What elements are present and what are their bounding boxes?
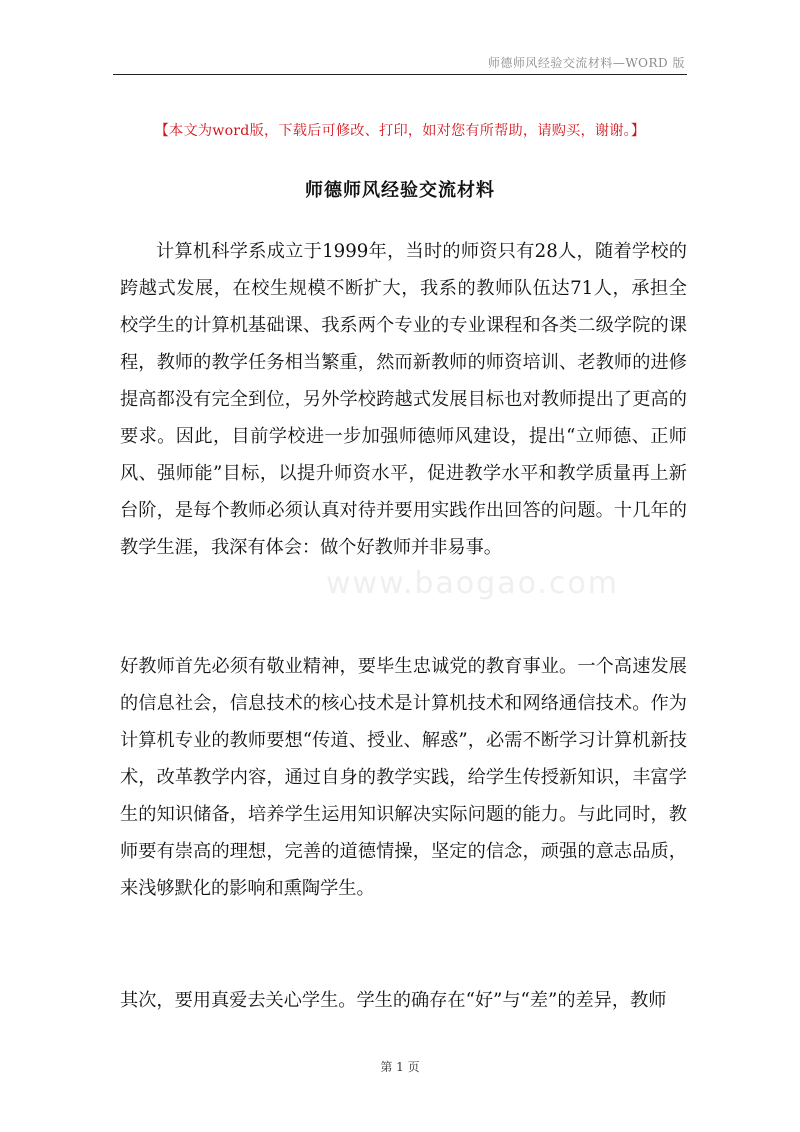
- header-divider: [113, 74, 687, 75]
- page-number: 第 1 页: [380, 1060, 420, 1074]
- body-paragraph-2: 好教师首先必须有敬业精神，要毕生忠诚党的教育事业。一个高速发展的信息社会，信息技术的核心技术是计算机技术和网络通信技术。作为计算机专业的教师要想“传道、授业、解惑”，必需不断学习计算机新技术，改革教学内容，通过自身的教学实践，给学生传授新知识，丰富学生的知识储备，培养学生运用知识解决实际问题的能力。与此同时，教师要有崇高的理想，完善的道德情操，坚定的信念，顽强的意志品质，来浅够默化的影响和熏陶学生。: [120, 656, 687, 899]
- body-paragraph-1: 计算机科学系成立于1999年，当时的师资只有28人，随着学校的跨越式发展，在校生规模不断扩大，我系的教师队伍达71人，承担全校学生的计算机基础课、我系两个专业的专业课程和各类二级学院的课程，教师的教学任务相当繁重，然而新教师的师资培训、老教师的进修提高都没有完全到位，另外学校跨越式发展目标也对教师提出了更高的要求。因此，目前学校进一步加强师德师风建设，提出“立师德、正师风、强师能”目标，以提升师资水平，促进教学水平和教学质量再上新台阶，是每个教师必须认真对待并要用实践作出回答的问题。十几年的教学生涯，我深有体会：做个好教师并非易事。: [120, 241, 687, 558]
- body-paragraph-3: 其次，要用真爱去关心学生。学生的确存在“好”与“差”的差异，教师: [120, 990, 667, 1011]
- document-title: 师德师风经验交流材料: [305, 180, 495, 201]
- watermark: www.baogao.com: [326, 566, 620, 601]
- running-header: 师德师风经验交流材料—WORD 版: [487, 56, 685, 70]
- purchase-notice: 【本文为word版，下载后可修改、打印，如对您有所帮助，请购买，谢谢。】: [154, 123, 646, 139]
